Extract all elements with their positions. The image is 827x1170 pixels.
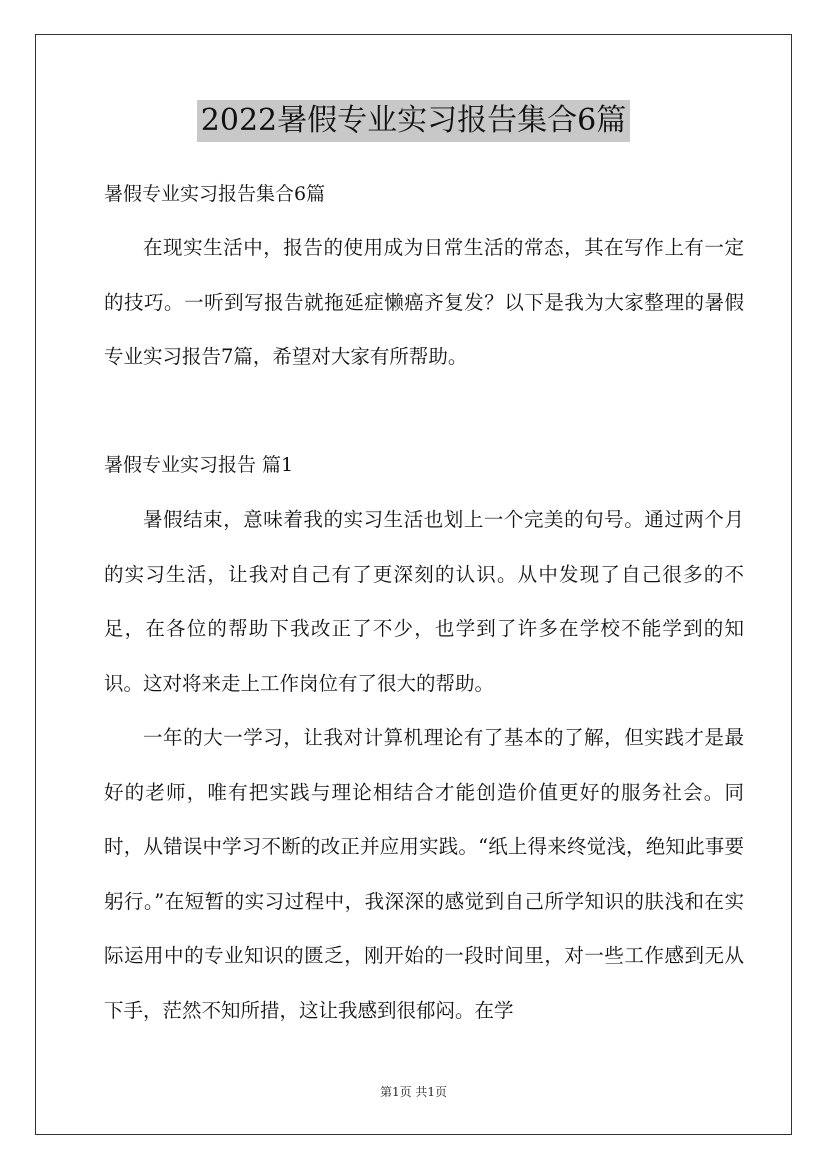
intro-paragraph: 在现实生活中，报告的使用成为日常生活的常态，其在写作上有一定的技巧。一听到写报告就拖延症懒癌齐复发？以下是我为大家整理的暑假专业实习报告7篇，希望对大家有所帮助。 [104,236,744,368]
title-container [0,100,827,142]
document-subtitle: 暑假专业实习报告集合6篇 [104,183,326,205]
document-title: 2022暑假专业实习报告集合6篇 [197,100,630,142]
body-paragraph-1: 暑假结束，意味着我的实习生活也划上一个完美的句号。通过两个月的实习生活，让我对自己有了更深刻的认识。从中发现了自己很多的不足，在各位的帮助下我改正了不少，也学到了许多在学校不能学到的知识。这对将来走上工作岗位有了很大的帮助。 [104,508,744,695]
page-footer: 第1页 共1页 [379,1085,448,1099]
section-heading: 暑假专业实习报告 篇1 [104,454,294,476]
body-paragraph-2: 一年的大一学习，让我对计算机理论有了基本的了解，但实践才是最好的老师，唯有把实践与理论相结合才能创造价值更好的服务社会。同时，从错误中学习不断的改正并应用实践。“纸上得来终觉浅，绝知此事要躬行。”在短暂的实习过程中，我深深的感觉到自己所学知识的肤浅和在实际运用中的专业知识的匮乏，刚开始的一段时间里，对一些工作感到无从下手，茫然不知所措，这让我感到很郁闷。在学 [104,726,744,1022]
